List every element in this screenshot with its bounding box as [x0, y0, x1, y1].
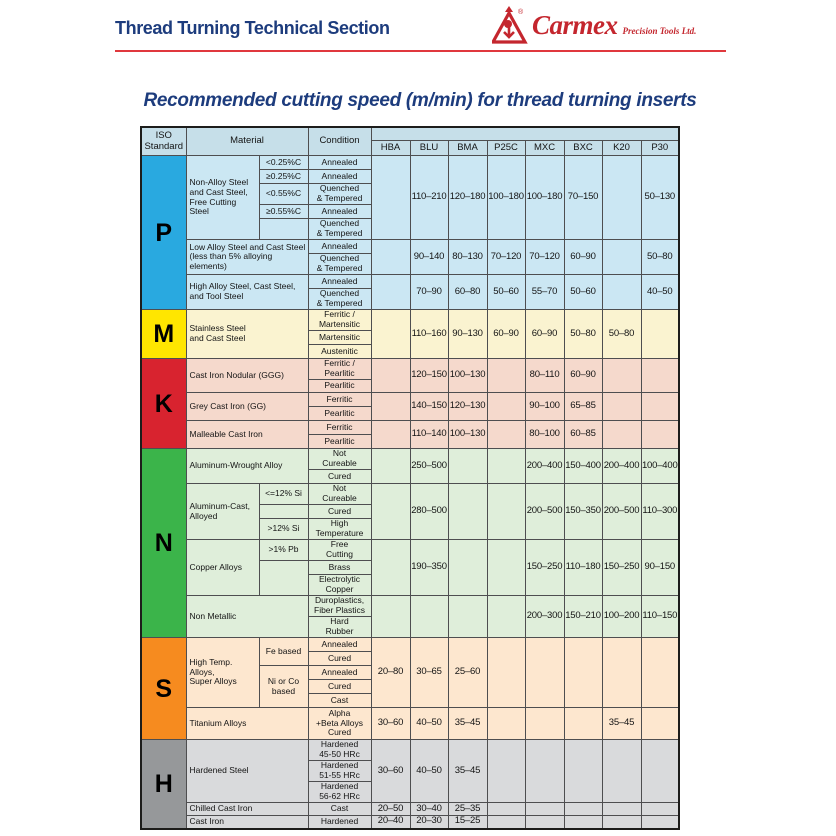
condition-cell: Annealed [308, 240, 371, 254]
table-cell [487, 708, 525, 740]
table-cell [525, 708, 564, 740]
speed-value: 25–60 [448, 638, 487, 708]
condition-cell: Cast [308, 803, 371, 816]
table-cell [487, 596, 525, 638]
submaterial-cell: <0.25%C [259, 156, 308, 170]
speed-value: 200–300 [525, 596, 564, 638]
table-cell [371, 359, 410, 393]
speed-value: 120–180 [448, 156, 487, 240]
speed-value: 200–500 [602, 484, 641, 540]
speed-value: 110–140 [410, 421, 448, 449]
table-row [141, 803, 679, 816]
condition-cell: Quenched & Tempered [308, 219, 371, 240]
speed-value: 140–150 [410, 393, 448, 421]
submaterial-cell: Fe based [259, 638, 308, 666]
table-cell [371, 310, 410, 359]
speed-value: 110–180 [564, 540, 602, 596]
submaterial-cell [259, 505, 308, 519]
section-title: Thread Turning Technical Section [115, 18, 390, 38]
condition-cell: Alpha +Beta Alloys Cured [308, 708, 371, 740]
speed-value: 55–70 [525, 275, 564, 310]
table-cell [371, 449, 410, 484]
speed-table [140, 126, 680, 830]
table-row [141, 359, 679, 380]
table-cell [602, 803, 641, 816]
carmex-triangle-icon [492, 6, 528, 44]
table-cell [448, 484, 487, 540]
condition-cell: Ferritic / Martensitic [308, 310, 371, 331]
table-cell [602, 240, 641, 275]
table-cell [487, 816, 525, 829]
speed-value: 250–500 [410, 449, 448, 484]
table-cell [641, 393, 679, 421]
speed-value: 200–400 [602, 449, 641, 484]
iso-letter-n: N [141, 449, 186, 638]
table-cell [371, 275, 410, 310]
table-cell [602, 156, 641, 240]
iso-letter-k: K [141, 359, 186, 449]
table-row [141, 816, 679, 829]
speed-value: 60–80 [448, 275, 487, 310]
condition-cell: Annealed [308, 638, 371, 652]
speed-value: 80–110 [525, 359, 564, 393]
col-header-condition: Condition [308, 127, 371, 156]
speed-value: 280–500 [410, 484, 448, 540]
speed-value: 150–210 [564, 596, 602, 638]
speed-value: 120–130 [448, 393, 487, 421]
condition-cell: Free Cutting [308, 540, 371, 561]
condition-cell: Ferritic [308, 393, 371, 407]
speed-value: 90–150 [641, 540, 679, 596]
table-row [141, 393, 679, 407]
registered-mark: ® [518, 9, 524, 16]
table-cell [564, 740, 602, 803]
speed-value: 40–50 [410, 708, 448, 740]
speed-value: 20–80 [371, 638, 410, 708]
submaterial-cell: ≥0.55%C [259, 205, 308, 219]
condition-cell: Quenched & Tempered [308, 289, 371, 310]
table-cell [371, 393, 410, 421]
submaterial-cell: <=12% Si [259, 484, 308, 505]
table-cell [371, 240, 410, 275]
speed-value: 70–150 [564, 156, 602, 240]
speed-value: 90–100 [525, 393, 564, 421]
material-cell: Hardened Steel [186, 740, 308, 803]
table-cell [487, 484, 525, 540]
table-cell [602, 359, 641, 393]
table-cell [602, 421, 641, 449]
condition-cell: Annealed [308, 170, 371, 184]
condition-cell: Martensitic [308, 331, 371, 345]
table-row [141, 275, 679, 289]
table-cell [448, 540, 487, 596]
condition-cell: Austenitic [308, 345, 371, 359]
submaterial-cell [259, 219, 308, 240]
table-cell [525, 803, 564, 816]
condition-cell: Hardened 45-50 HRc [308, 740, 371, 761]
table-cell [641, 816, 679, 829]
table-cell [641, 740, 679, 803]
condition-cell: Hardened 51-55 HRc [308, 761, 371, 782]
table-cell [487, 540, 525, 596]
condition-cell: Quenched & Tempered [308, 254, 371, 275]
condition-cell: Brass [308, 561, 371, 575]
speed-value: 150–350 [564, 484, 602, 540]
table-cell [371, 484, 410, 540]
table-cell [487, 421, 525, 449]
table-cell [371, 421, 410, 449]
speed-value: 20–50 [371, 803, 410, 816]
speed-value: 150–250 [525, 540, 564, 596]
table-row [141, 127, 679, 141]
speed-value: 100–400 [641, 449, 679, 484]
carmex-logo [492, 6, 696, 44]
condition-cell: Cured [308, 505, 371, 519]
speed-value: 90–140 [410, 240, 448, 275]
material-cell: High Alloy Steel, Cast Steel, and Tool Steel [186, 275, 308, 310]
col-header-mxc: MXC [525, 141, 564, 156]
speed-value: 50–80 [564, 310, 602, 359]
col-header-hba: HBA [371, 141, 410, 156]
speed-value: 70–120 [487, 240, 525, 275]
speed-value: 80–130 [448, 240, 487, 275]
table-cell [487, 393, 525, 421]
condition-cell: Cured [308, 470, 371, 484]
condition-cell: Cured [308, 652, 371, 666]
speed-value: 30–40 [410, 803, 448, 816]
condition-cell: Pearlitic [308, 435, 371, 449]
submaterial-cell: Ni or Co based [259, 666, 308, 708]
table-cell [487, 740, 525, 803]
speed-value: 15–25 [448, 816, 487, 829]
condition-cell: Hardened 56-62 HRc [308, 782, 371, 803]
speed-value: 100–200 [602, 596, 641, 638]
iso-letter-m: M [141, 310, 186, 359]
material-cell: Aluminum-Wrought Alloy [186, 449, 308, 484]
speed-value: 25–35 [448, 803, 487, 816]
grade-header-strip [371, 127, 679, 141]
table-cell [564, 638, 602, 708]
speed-value: 60–85 [564, 421, 602, 449]
table-row [141, 484, 679, 505]
condition-cell: Annealed [308, 156, 371, 170]
table-cell [602, 816, 641, 829]
table-cell [564, 708, 602, 740]
table-row [141, 596, 679, 617]
speed-value: 60–90 [564, 359, 602, 393]
speed-value: 35–45 [448, 740, 487, 803]
table-cell [487, 449, 525, 484]
condition-cell: Electrolytic Copper [308, 575, 371, 596]
col-header-bxc: BXC [564, 141, 602, 156]
speed-value: 50–80 [641, 240, 679, 275]
submaterial-cell: >12% Si [259, 519, 308, 540]
condition-cell: Not Cureable [308, 449, 371, 470]
submaterial-cell: >1% Pb [259, 540, 308, 561]
speed-value: 100–180 [487, 156, 525, 240]
table-cell [448, 449, 487, 484]
table-cell [641, 310, 679, 359]
col-header-material: Material [186, 127, 308, 156]
table-cell [525, 740, 564, 803]
speed-value: 110–150 [641, 596, 679, 638]
speed-value: 150–400 [564, 449, 602, 484]
condition-cell: Hard Rubber [308, 617, 371, 638]
speed-value: 190–350 [410, 540, 448, 596]
condition-cell: Pearlitic [308, 407, 371, 421]
brand-name: Carmex [532, 9, 618, 40]
speed-value: 40–50 [410, 740, 448, 803]
table-cell [564, 816, 602, 829]
table-cell [602, 638, 641, 708]
speed-value: 60–90 [564, 240, 602, 275]
col-header-iso: ISO Standard [141, 127, 186, 156]
condition-cell: Annealed [308, 275, 371, 289]
condition-cell: Ferritic / Pearlitic [308, 359, 371, 380]
table-row [141, 638, 679, 652]
table-cell [641, 638, 679, 708]
speed-value: 120–150 [410, 359, 448, 393]
material-cell: Chilled Cast Iron [186, 803, 308, 816]
speed-value: 20–40 [371, 816, 410, 829]
table-cell [410, 596, 448, 638]
material-cell: Stainless Steel and Cast Steel [186, 310, 308, 359]
speed-value: 80–100 [525, 421, 564, 449]
table-cell [448, 596, 487, 638]
material-cell: Copper Alloys [186, 540, 259, 596]
submaterial-cell [259, 561, 308, 596]
table-row [141, 708, 679, 740]
table-cell [371, 156, 410, 240]
material-cell: Malleable Cast Iron [186, 421, 308, 449]
col-header-bma: BMA [448, 141, 487, 156]
iso-letter-s: S [141, 638, 186, 740]
material-cell: High Temp. Alloys, Super Alloys [186, 638, 259, 708]
table-cell [564, 803, 602, 816]
speed-value: 50–60 [487, 275, 525, 310]
material-cell: Cast Iron [186, 816, 308, 829]
speed-value: 65–85 [564, 393, 602, 421]
col-header-p30: P30 [641, 141, 679, 156]
material-cell: Titanium Alloys [186, 708, 308, 740]
condition-cell: Hardened [308, 816, 371, 829]
header-divider [115, 50, 726, 52]
condition-cell: Pearlitic [308, 380, 371, 393]
table-cell [525, 816, 564, 829]
submaterial-cell: <0.55%C [259, 184, 308, 205]
table-row [141, 421, 679, 435]
col-header-p25c: P25C [487, 141, 525, 156]
table-cell [371, 596, 410, 638]
speed-value: 200–400 [525, 449, 564, 484]
material-cell: Grey Cast Iron (GG) [186, 393, 308, 421]
speed-value: 50–60 [564, 275, 602, 310]
table-row [141, 310, 679, 331]
speed-value: 60–90 [525, 310, 564, 359]
table-cell [602, 393, 641, 421]
condition-cell: Annealed [308, 666, 371, 680]
table-row [141, 156, 679, 170]
iso-letter-h: H [141, 740, 186, 829]
material-cell: Non-Alloy Steel and Cast Steel, Free Cutting Steel [186, 156, 259, 240]
condition-cell: Cured [308, 680, 371, 694]
speed-value: 70–90 [410, 275, 448, 310]
speed-value: 150–250 [602, 540, 641, 596]
col-header-blu: BLU [410, 141, 448, 156]
speed-value: 100–180 [525, 156, 564, 240]
speed-value: 30–60 [371, 740, 410, 803]
page-title: Recommended cutting speed (m/min) for thread turning inserts [143, 90, 697, 111]
speed-value: 100–130 [448, 359, 487, 393]
speed-value: 50–130 [641, 156, 679, 240]
material-cell: Non Metallic [186, 596, 308, 638]
speed-value: 200–500 [525, 484, 564, 540]
table-row [141, 540, 679, 561]
speed-value: 110–210 [410, 156, 448, 240]
speed-value: 50–80 [602, 310, 641, 359]
speed-value: 30–60 [371, 708, 410, 740]
table-row [141, 740, 679, 761]
speed-value: 110–300 [641, 484, 679, 540]
table-cell [641, 803, 679, 816]
speed-value: 60–90 [487, 310, 525, 359]
condition-cell: Not Cureable [308, 484, 371, 505]
table-cell [641, 359, 679, 393]
table-cell [525, 638, 564, 708]
col-header-k20: K20 [602, 141, 641, 156]
condition-cell: High Temperature [308, 519, 371, 540]
condition-cell: Quenched & Tempered [308, 184, 371, 205]
speed-table-body [141, 127, 679, 829]
speed-value: 110–160 [410, 310, 448, 359]
speed-value: 100–130 [448, 421, 487, 449]
table-cell [371, 540, 410, 596]
speed-value: 20–30 [410, 816, 448, 829]
submaterial-cell: ≥0.25%C [259, 170, 308, 184]
table-cell [641, 421, 679, 449]
speed-value: 70–120 [525, 240, 564, 275]
speed-value: 35–45 [602, 708, 641, 740]
table-cell [487, 359, 525, 393]
condition-cell: Duroplastics, Fiber Plastics [308, 596, 371, 617]
material-cell: Aluminum-Cast, Alloyed [186, 484, 259, 540]
speed-value: 35–45 [448, 708, 487, 740]
condition-cell: Cast [308, 694, 371, 708]
speed-value: 40–50 [641, 275, 679, 310]
table-cell [487, 803, 525, 816]
condition-cell: Ferritic [308, 421, 371, 435]
iso-letter-p: P [141, 156, 186, 310]
condition-cell: Annealed [308, 205, 371, 219]
material-cell: Cast Iron Nodular (GGG) [186, 359, 308, 393]
table-cell [602, 740, 641, 803]
table-cell [487, 638, 525, 708]
speed-value: 30–65 [410, 638, 448, 708]
brand-tagline: Precision Tools Ltd. [622, 26, 697, 36]
table-cell [602, 275, 641, 310]
table-row [141, 449, 679, 470]
table-cell [641, 708, 679, 740]
material-cell: Low Alloy Steel and Cast Steel (less than 5% alloying elements) [186, 240, 308, 275]
speed-value: 90–130 [448, 310, 487, 359]
table-row [141, 240, 679, 254]
